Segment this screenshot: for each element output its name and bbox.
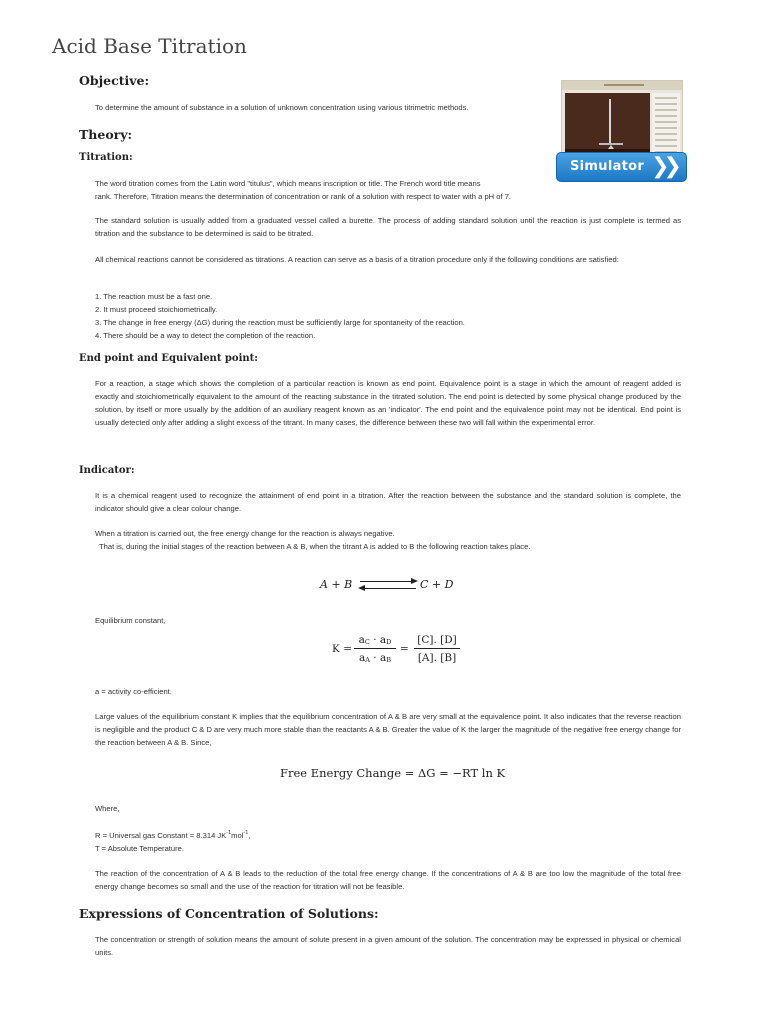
condition-item: 4. There should be a way to detect the completion of the reaction. (95, 331, 316, 340)
activity-note: a = activity co-efficient. (95, 687, 172, 696)
burette-graphic (609, 99, 611, 143)
objective-heading: Objective: (79, 73, 150, 88)
condition-item: 2. It must proceed stoichiometrically. (95, 305, 218, 314)
titration-p1-line2: rank. Therefore, Titration means the determination of concentration or rank of a solution with respect to water with a pH of 7. (95, 192, 512, 201)
simulator-side-panel (652, 93, 680, 159)
backward-arrow-icon (360, 588, 416, 589)
concentration-fraction (414, 632, 460, 665)
reaction-reactants: A + B (320, 578, 353, 591)
theory-heading: Theory: (79, 127, 133, 142)
free-energy-equation: Free Energy Change = ΔG = −RT ln K (280, 766, 506, 780)
titration-heading: Titration: (79, 152, 133, 163)
indicator-p2-line1: When a titration is carried out, the free energy change for the reaction is always negative. (95, 529, 395, 538)
end-point-heading: End point and Equivalent point: (79, 353, 258, 364)
indicator-p1: It is a chemical reagent used to recognize the attainment of end point in a titration. After the reaction between the substance and the standard solution is complete, the indicator should give a clear colour change. (95, 491, 681, 513)
k-equals: = (400, 643, 409, 655)
gas-constant-line: R = Universal gas Constant = 8.314 $JK^{-1}mol^{-1}$, (95, 830, 251, 840)
concentration-denominator: [A]. [B] (417, 652, 457, 664)
activity-fraction (354, 632, 396, 665)
simulator-button[interactable] (556, 152, 687, 182)
simulator-lab-scene (565, 93, 650, 159)
indicator-p2-line2: That is, during the initial stages of the reaction between A & B, when the titrant A is added to B the following reaction takes place. (99, 542, 531, 551)
concentration-numerator: [C]. [D] (417, 634, 457, 646)
titration-p2: The standard solution is usually added from a graduated vessel called a burette. The process of adding standard solution until the reaction is just complete is termed as titration and the substance to be determined is said to be titrated. (95, 216, 681, 238)
condition-item: 1. The reaction must be a fast one. (95, 292, 213, 301)
equilibrium-label: Equilibrium constant, (95, 616, 166, 625)
expressions-heading: Expressions of Concentration of Solutions: (79, 906, 379, 921)
condition-item: 3. The change in free energy (ΔG) during the reaction must be sufficiently large for spontaneity of the reaction. (95, 318, 465, 327)
titration-p1-line1: The word titration comes from the Latin word "titulus", which means inscription or title. The French word title means (95, 179, 481, 188)
expressions-text: The concentration or strength of solution means the amount of solute present in a given amount of the solution. The concentration may be expressed in physical or chemical units. (95, 935, 681, 957)
end-point-text: For a reaction, a stage which shows the completion of a particular reaction is known as end point. Equivalence point is a stage in which the amount of reagent added is exactly and stoichiometrically equivalent to the amount of the reacting substance in the titrated solution. The end point is detected by some physical change produced by the solution, by itself or more usually by the addition of an auxiliary reagent known as an 'indicator'. The end point and the equivalence point may not be identical. End point is usually detected only after adding a slight excess of the titrant. In many cases, the difference between these two will fall within the experimental error. (95, 379, 681, 427)
where-label: Where, (95, 804, 120, 813)
indicator-p3: Large values of the equilibrium constant K implies that the equilibrium concentration of A & B are very small at the equivalence point. It also indicates that the reverse reaction is negligible and the product C & D are very much more stable than the reactants A & B. Greater the value of K the larger the magnitude of the negative free energy change for the reaction between A & B. Since, (95, 712, 681, 747)
double-chevron-right-icon: ❯❯ (651, 154, 676, 179)
page-title: Acid Base Titration (52, 34, 247, 58)
reaction-products: C + D (420, 578, 454, 591)
objective-text: To determine the amount of substance in a solution of unknown concentration using various titrimetric methods. (95, 103, 469, 112)
k-lhs: K = (332, 643, 352, 655)
indicator-p4: The reaction of the concentration of A & B leads to the reduction of the total free energy change. If the concentrations of A & B are too low the magnitude of the total free energy change becomes so small and the use of the reaction for titration will not be feasible. (95, 869, 681, 891)
titration-p3: All chemical reactions cannot be considered as titrations. A reaction can serve as a basis of a titration procedure only if the following conditions are satisfied: (95, 255, 619, 264)
indicator-heading: Indicator: (79, 465, 135, 476)
simulator-button-label: Simulator (570, 159, 645, 174)
reaction-equation (320, 575, 480, 597)
activity-denominator: $a_A \cdot a_B$ (358, 652, 392, 664)
activity-numerator: $a_C \cdot a_D$ (358, 634, 392, 646)
forward-arrow-icon (360, 581, 416, 582)
temperature-line: T = Absolute Temperature. (95, 844, 184, 853)
simulator-thumbnail-topbar (562, 81, 682, 90)
equilibrium-constant-equation (332, 632, 462, 670)
